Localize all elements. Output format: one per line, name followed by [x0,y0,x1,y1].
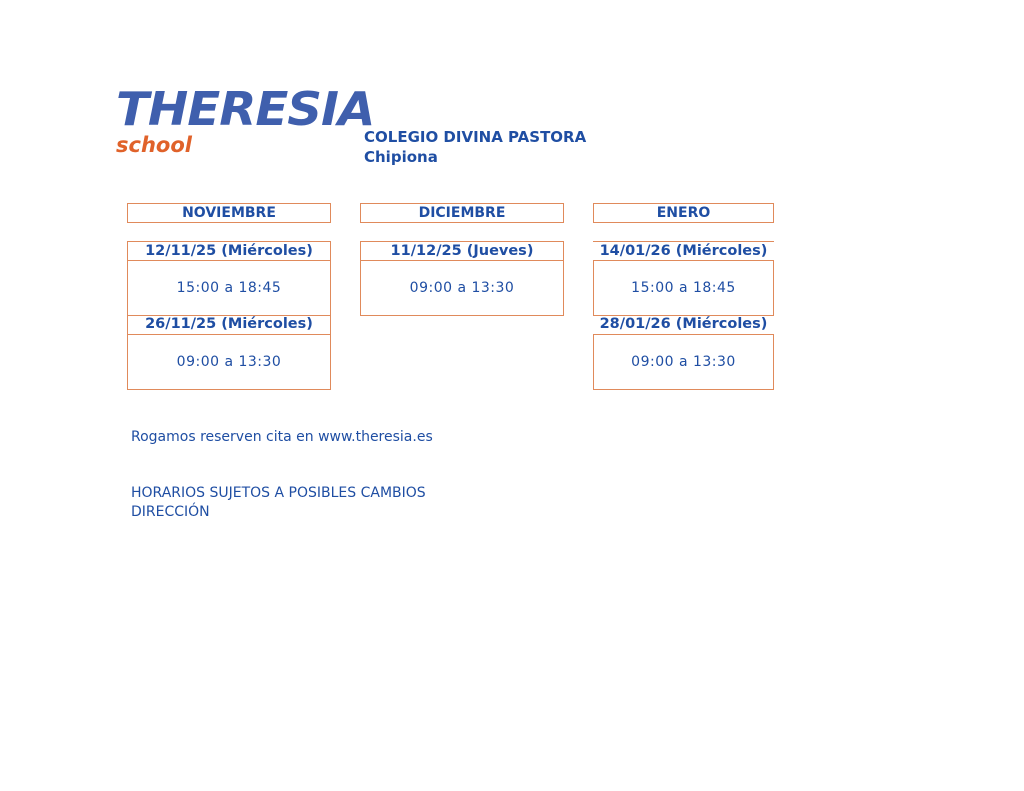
school-header [364,127,586,167]
month-header-enero: ENERO [593,203,774,223]
time-slot: 09:00 a 13:30 [360,260,564,316]
school-town: Chipiona [364,148,438,166]
time-slot: 15:00 a 18:45 [127,260,331,316]
month-header-diciembre: DICIEMBRE [360,203,564,223]
school-name: COLEGIO DIVINA PASTORA [364,128,587,146]
schedule-disclaimer: HORARIOS SUJETOS A POSIBLES CAMBIOS [131,485,426,501]
time-slot: 09:00 a 13:30 [127,334,331,390]
theresia-logo [116,82,375,157]
appointment-note: Rogamos reserven cita en www.theresia.es [131,429,433,445]
date-label: 12/11/25 (Miércoles) [127,241,331,261]
date-label: 28/01/26 (Miércoles) [599,316,768,332]
logo-subtitle: school [116,133,192,157]
signature: DIRECCIÓN [131,504,210,520]
date-label: 11/12/25 (Jueves) [360,241,564,261]
time-slot: 15:00 a 18:45 [593,260,774,316]
logo-wordmark: THERESIA [116,82,375,136]
date-label: 14/01/26 (Miércoles) [593,241,774,261]
month-header-noviembre: NOVIEMBRE [127,203,331,223]
date-label: 26/11/25 (Miércoles) [127,315,331,335]
time-slot: 09:00 a 13:30 [593,334,774,390]
